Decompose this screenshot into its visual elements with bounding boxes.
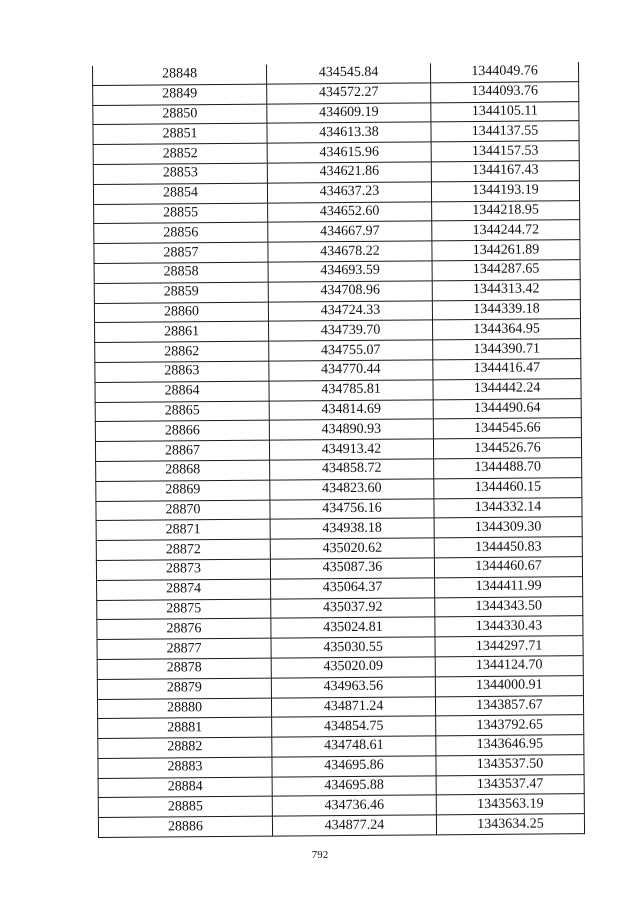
page-number: 792 xyxy=(311,849,329,861)
y-coordinate-cell: 1343646.95 xyxy=(436,735,584,756)
x-coordinate-cell: 434693.59 xyxy=(268,261,432,282)
y-coordinate-cell: 1344137.55 xyxy=(431,121,579,142)
x-coordinate-cell: 435064.37 xyxy=(271,578,435,599)
point-id-cell: 28850 xyxy=(93,104,267,125)
coordinate-table-body xyxy=(92,62,584,837)
x-coordinate-cell: 434858.72 xyxy=(270,459,434,480)
y-coordinate-cell: 1344526.76 xyxy=(433,438,581,459)
y-coordinate-cell: 1344261.89 xyxy=(432,240,580,261)
x-coordinate-cell: 434756.16 xyxy=(270,498,434,519)
point-id-cell: 28870 xyxy=(96,500,270,521)
x-coordinate-cell: 435024.81 xyxy=(271,617,435,638)
x-coordinate-cell: 435020.62 xyxy=(270,538,434,559)
x-coordinate-cell: 434695.88 xyxy=(272,776,436,797)
point-id-cell: 28853 xyxy=(93,163,267,184)
x-coordinate-cell: 434755.07 xyxy=(269,340,433,361)
x-coordinate-cell: 434609.19 xyxy=(267,102,431,123)
x-coordinate-cell: 434785.81 xyxy=(269,380,433,401)
x-coordinate-cell: 434736.46 xyxy=(272,795,436,816)
x-coordinate-cell: 434770.44 xyxy=(269,360,433,381)
y-coordinate-cell: 1344287.65 xyxy=(432,260,580,281)
point-id-cell: 28862 xyxy=(95,341,269,362)
x-coordinate-cell: 434890.93 xyxy=(269,419,433,440)
point-id-cell: 28885 xyxy=(98,797,272,818)
table-row xyxy=(98,814,584,838)
y-coordinate-cell: 1344297.71 xyxy=(435,636,583,657)
y-coordinate-cell: 1343537.47 xyxy=(436,774,584,795)
point-id-cell: 28859 xyxy=(94,282,268,303)
x-coordinate-cell: 434877.24 xyxy=(272,815,436,836)
y-coordinate-cell: 1344313.42 xyxy=(432,279,580,300)
point-id-cell: 28878 xyxy=(97,658,271,679)
point-id-cell: 28860 xyxy=(94,302,268,323)
y-coordinate-cell: 1344339.18 xyxy=(432,299,580,320)
point-id-cell: 28868 xyxy=(96,460,270,481)
point-id-cell: 28871 xyxy=(96,519,270,540)
x-coordinate-cell: 434667.97 xyxy=(268,221,432,242)
point-id-cell: 28872 xyxy=(96,539,270,560)
point-id-cell: 28884 xyxy=(98,777,272,798)
y-coordinate-cell: 1343792.65 xyxy=(436,715,584,736)
y-coordinate-cell: 1344093.76 xyxy=(431,81,579,102)
x-coordinate-cell: 434613.38 xyxy=(267,122,431,143)
point-id-cell: 28877 xyxy=(97,638,271,659)
x-coordinate-cell: 435087.36 xyxy=(270,558,434,579)
x-coordinate-cell: 434637.23 xyxy=(267,182,431,203)
x-coordinate-cell: 434652.60 xyxy=(268,201,432,222)
point-id-cell: 28856 xyxy=(94,222,268,243)
point-id-cell: 28867 xyxy=(95,440,269,461)
x-coordinate-cell: 434871.24 xyxy=(271,696,435,717)
y-coordinate-cell: 1344332.14 xyxy=(434,497,582,518)
point-id-cell: 28855 xyxy=(94,203,268,224)
point-id-cell: 28854 xyxy=(93,183,267,204)
point-id-cell: 28879 xyxy=(97,678,271,699)
point-id-cell: 28873 xyxy=(96,559,270,580)
x-coordinate-cell: 434739.70 xyxy=(269,320,433,341)
y-coordinate-cell: 1344343.50 xyxy=(435,596,583,617)
x-coordinate-cell: 434854.75 xyxy=(272,716,436,737)
y-coordinate-cell: 1344105.11 xyxy=(431,101,579,122)
x-coordinate-cell: 434678.22 xyxy=(268,241,432,262)
y-coordinate-cell: 1344244.72 xyxy=(432,220,580,241)
x-coordinate-cell: 434615.96 xyxy=(267,142,431,163)
point-id-cell: 28857 xyxy=(94,242,268,263)
y-coordinate-cell: 1343537.50 xyxy=(436,755,584,776)
y-coordinate-cell: 1344218.95 xyxy=(432,200,580,221)
x-coordinate-cell: 434963.56 xyxy=(271,677,435,698)
point-id-cell: 28881 xyxy=(98,717,272,738)
y-coordinate-cell: 1344488.70 xyxy=(434,458,582,479)
x-coordinate-cell: 435020.09 xyxy=(271,657,435,678)
point-id-cell: 28864 xyxy=(95,381,269,402)
point-id-cell: 28882 xyxy=(98,737,272,758)
point-id-cell: 28876 xyxy=(97,618,271,639)
point-id-cell: 28848 xyxy=(92,65,266,86)
y-coordinate-cell: 1343857.67 xyxy=(435,695,583,716)
x-coordinate-cell: 435030.55 xyxy=(271,637,435,658)
y-coordinate-cell: 1344330.43 xyxy=(435,616,583,637)
x-coordinate-cell: 434621.86 xyxy=(267,162,431,183)
y-coordinate-cell: 1344390.71 xyxy=(433,339,581,360)
point-id-cell: 28886 xyxy=(98,816,272,837)
point-id-cell: 28875 xyxy=(97,599,271,620)
y-coordinate-cell: 1344460.67 xyxy=(434,557,582,578)
y-coordinate-cell: 1344364.95 xyxy=(433,319,581,340)
y-coordinate-cell: 1344124.70 xyxy=(435,656,583,677)
point-id-cell: 28861 xyxy=(95,321,269,342)
y-coordinate-cell: 1343563.19 xyxy=(436,794,584,815)
x-coordinate-cell: 435037.92 xyxy=(271,597,435,618)
y-coordinate-cell: 1344411.99 xyxy=(435,576,583,597)
point-id-cell: 28863 xyxy=(95,361,269,382)
x-coordinate-cell: 434708.96 xyxy=(268,281,432,302)
y-coordinate-cell: 1344193.19 xyxy=(431,180,579,201)
point-id-cell: 28852 xyxy=(93,143,267,164)
x-coordinate-cell: 434913.42 xyxy=(269,439,433,460)
y-coordinate-cell: 1344450.83 xyxy=(434,537,582,558)
y-coordinate-cell: 1344442.24 xyxy=(433,378,581,399)
x-coordinate-cell: 434572.27 xyxy=(267,83,431,104)
point-id-cell: 28851 xyxy=(93,124,267,145)
coordinate-table xyxy=(92,62,585,838)
y-coordinate-cell: 1344000.91 xyxy=(435,675,583,696)
y-coordinate-cell: 1344157.53 xyxy=(431,141,579,162)
point-id-cell: 28883 xyxy=(98,757,272,778)
x-coordinate-cell: 434748.61 xyxy=(272,736,436,757)
x-coordinate-cell: 434823.60 xyxy=(270,479,434,500)
y-coordinate-cell: 1344545.66 xyxy=(433,418,581,439)
point-id-cell: 28874 xyxy=(97,579,271,600)
point-id-cell: 28869 xyxy=(96,480,270,501)
y-coordinate-cell: 1344049.76 xyxy=(430,62,578,82)
x-coordinate-cell: 434938.18 xyxy=(270,518,434,539)
y-coordinate-cell: 1344167.43 xyxy=(431,161,579,182)
point-id-cell: 28858 xyxy=(94,262,268,283)
y-coordinate-cell: 1343634.25 xyxy=(436,814,584,835)
y-coordinate-cell: 1344460.15 xyxy=(434,477,582,498)
point-id-cell: 28865 xyxy=(95,401,269,422)
x-coordinate-cell: 434814.69 xyxy=(269,399,433,420)
x-coordinate-cell: 434724.33 xyxy=(268,300,432,321)
point-id-cell: 28849 xyxy=(93,84,267,105)
y-coordinate-cell: 1344416.47 xyxy=(433,359,581,380)
point-id-cell: 28866 xyxy=(95,420,269,441)
y-coordinate-cell: 1344490.64 xyxy=(433,398,581,419)
x-coordinate-cell: 434695.86 xyxy=(272,756,436,777)
point-id-cell: 28880 xyxy=(97,698,271,719)
y-coordinate-cell: 1344309.30 xyxy=(434,517,582,538)
x-coordinate-cell: 434545.84 xyxy=(266,63,430,84)
